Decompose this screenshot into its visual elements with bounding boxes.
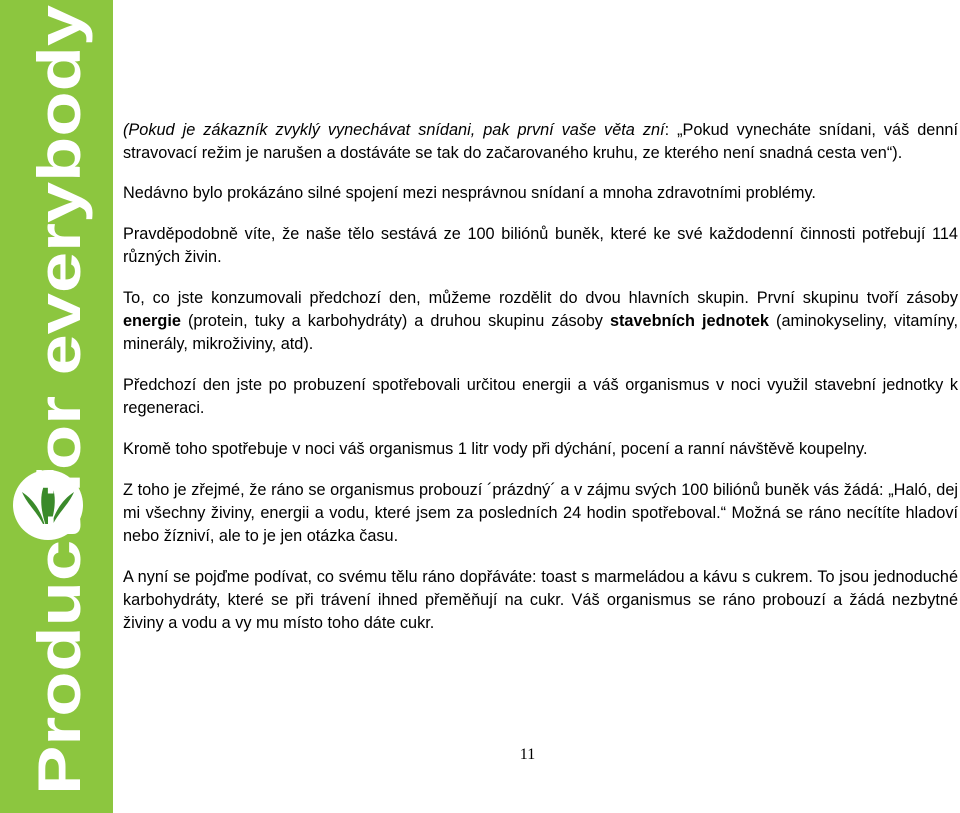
document-body	[123, 119, 958, 635]
paragraph-1	[123, 119, 958, 165]
paragraph-5: Předchozí den jste po probuzení spotřebovali určitou energii a váš organismus v noci využil stavební jednotky k regeneraci.	[123, 376, 958, 417]
brand-slogan: Product for everybody	[26, 154, 93, 795]
paragraph-3: Pravděpodobně víte, že naše tělo sestává ze 100 biliónů buněk, které ke své každodenní činnosti potřebují 114 různých živin.	[123, 225, 958, 266]
energy-term: energie	[123, 312, 181, 330]
brand-graphic	[0, 0, 113, 813]
paragraph-1-italic: (Pokud je zákazník zvyklý vynechávat snídani, pak první vaše věta zní	[123, 121, 665, 139]
paragraph-6: Kromě toho spotřebuje v noci váš organismus 1 litr vody při dýchání, pocení a ranní návštěvě koupelny.	[123, 440, 868, 458]
paragraph-4-part-a: To, co jste konzumovali předchozí den, můžeme rozdělit do dvou hlavních skupin. První skupinu tvoří zásoby	[123, 289, 958, 307]
paragraph-4-part-c: (protein, tuky a karbohydráty) a druhou skupinu zásoby	[180, 312, 610, 330]
page-number: 11	[519, 746, 536, 763]
paragraph-7: Z toho je zřejmé, že ráno se organismus probouzí ´prázdný´ a v zájmu svých 100 biliónů buněk vás žádá: „Haló, dej mi všechny živiny, energii a vodu, které jsem za posledních 24 hodin spotřeboval.“ Možná se ráno necítíte hladoví nebo žízniví, ale to je jen otázka času.	[123, 481, 958, 545]
paragraph-2: Nedávno bylo prokázáno silné spojení mezi nesprávnou snídaní a mnoha zdravotními problémy.	[123, 184, 816, 202]
paragraph-4-part-e: (aminokyseliny, vitamíny, minerály, mikroživiny, atd).	[123, 312, 958, 353]
paragraph-4	[123, 287, 958, 356]
brand-sidebar	[0, 0, 113, 813]
paragraph-1-rest: : „Pokud vynecháte snídani, váš denní stravovací režim je narušen a dostáváte se tak do začarovaného kruhu, ze kterého není snadná cesta ven“).	[123, 121, 958, 162]
building-units-term: stavebních jednotek	[609, 312, 769, 330]
paragraph-8: A nyní se pojďme podívat, co svému tělu ráno dopřáváte: toast s marmeládou a kávu s cukrem. To jsou jednoduché karbohydráty, které se při trávení ihned přeměňují na cukr. Váš organismus se ráno probouzí a žádá nezbytné živiny a vodu a vy mu místo toho dáte cukr.	[123, 568, 958, 632]
